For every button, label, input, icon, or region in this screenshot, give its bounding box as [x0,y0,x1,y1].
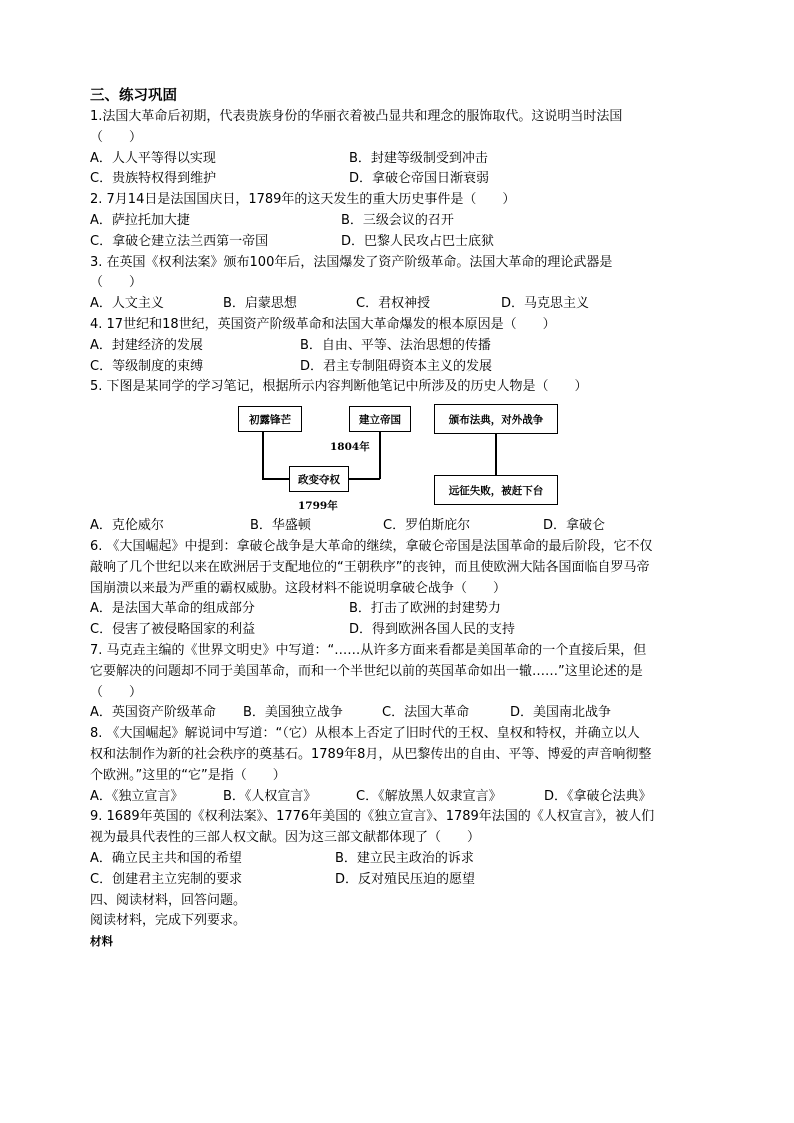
question-8-stem-3: 个欧洲。”这里的“它”是指（ ） [90,767,286,783]
question-4 [90,315,702,377]
question-1-stem: 1.法国大革命后初期，代表贵族身份的华丽衣着被凸显共和理念的服饰取代。这说明当时法国 [90,109,623,124]
question-6-stem: 6. 《大国崛起》中提到：拿破仑战争是大革命的继续，拿破仑帝国是法国革命的最后阶段，它不仅 [90,538,653,554]
question-3 [90,253,702,315]
diagram-box-empire: 建立帝国 [349,406,411,432]
section3-title: 三、练习巩固 [90,88,177,104]
option-d[interactable]: D．巴黎人民攻占巴士底狱 [341,233,495,249]
diagram-box-exile: 远征失败，被赶下台 [434,475,558,505]
question-9-stem: 9. 1689年英国的《权利法案》、1776年美国的《独立宣言》、1789年法国的《人权宣言》，被人们 [90,809,655,825]
question-5-stem: 5. 下图是某同学的学习笔记，根据所示内容判断他笔记中所涉及的历史人物是（ ） [90,379,588,395]
question-2 [90,190,702,252]
option-d[interactable]: D．拿破仑帝国日渐衰弱 [349,171,490,187]
option-a[interactable]: A．英国资产阶级革命 [90,705,216,721]
option-b[interactable]: B．华盛顿 [250,518,311,534]
question-7-stem: 7. 马克垚主编的《世界文明史》中写道：“……从许多方面来看都是美国革命的一个直接后果，但 [90,642,647,658]
option-b[interactable]: B．美国独立战争 [243,705,343,721]
question-9-stem-2: 视为最具代表性的三部人权文献。因为这三部文献都体现了（ ） [90,830,481,846]
question-4-stem: 4. 17世纪和18世纪，英国资产阶级革命和法国大革命爆发的根本原因是（ ） [90,316,556,332]
question-1 [90,107,702,190]
question-8-stem-2: 权和法制作为新的社会秩序的奠基石。1789年8月，从巴黎传出的自由、平等、博爱的声音响彻整 [90,746,652,762]
question-2-stem: 2. 7月14日是法国国庆日，1789年的这天发生的重大历史事件是（ ） [90,192,516,208]
question-3-stem: 3. 在英国《权利法案》颁布100年后，法国爆发了资产阶级革命。法国大革命的理论武器是 [90,254,613,270]
diagram-box-coup: 政变夺权 [289,466,349,492]
diagram-box-debut: 初露锋芒 [238,406,302,432]
option-d[interactable]: D．《拿破仑法典》 [544,788,652,804]
option-d[interactable]: D．美国南北战争 [510,705,612,721]
question-7-blank: （ ） [90,684,143,700]
question-8-stem: 8. 《大国崛起》解说词中写道：“（它）从根本上否定了旧时代的王权、皇权和特权，并确立以人 [90,726,640,742]
question-8 [90,724,702,807]
study-notes-diagram [90,398,702,516]
worksheet [90,86,702,950]
option-b[interactable]: B．《人权宣言》 [223,788,317,804]
question-6-stem-2: 敲响了几个世纪以来在欧洲居于支配地位的“王朝秩序”的丧钟，而且使欧洲大陆各国面临自罗马帝 [90,559,650,575]
option-d[interactable]: D．马克思主义 [501,296,590,312]
connector-line [349,478,380,480]
option-c[interactable]: C．罗伯斯庇尔 [383,518,471,534]
option-b[interactable]: B．启蒙思想 [223,296,297,312]
option-b[interactable]: B．封建等级制受到冲击 [349,150,488,166]
option-c[interactable]: C．贵族特权得到维护 [90,171,217,187]
question-6-stem-3: 国崩溃以来最为严重的霸权威胁。这段材料不能说明拿破仑战争（ ） [90,580,507,596]
option-c[interactable]: C．法国大革命 [382,705,470,721]
section4-instruction: 阅读材料，完成下列要求。 [90,913,247,929]
option-a[interactable]: A．克伦威尔 [90,518,164,534]
question-7 [90,641,702,724]
option-c[interactable]: C．侵害了被侵略国家的利益 [90,622,256,638]
option-c[interactable]: C．《解放黑人奴隶宣言》 [356,788,502,804]
option-a[interactable]: A．《独立宣言》 [90,788,184,804]
option-a[interactable]: A．是法国大革命的组成部分 [90,601,255,617]
year-label-1804: 1804年 [330,441,370,454]
option-b[interactable]: B．建立民主政治的诉求 [335,850,474,866]
connector-line [495,434,497,475]
option-c[interactable]: C．等级制度的束缚 [90,358,204,374]
option-b[interactable]: B．三级会议的召开 [341,212,454,228]
question-3-blank: （ ） [90,275,143,291]
question-7-stem-2: 它要解决的问题却不同于美国革命，而和一个半世纪以前的英国革命如出一辙……”这里论述的是 [90,663,643,679]
question-9 [90,807,702,890]
option-a[interactable]: A．萨拉托加大捷 [90,212,190,228]
option-b[interactable]: B．打击了欧洲的封建势力 [349,601,501,617]
connector-line [379,432,381,479]
option-a[interactable]: A．确立民主共和国的希望 [90,850,242,866]
question-6 [90,537,702,641]
option-c[interactable]: C．拿破仑建立法兰西第一帝国 [90,233,269,249]
connector-line [262,478,290,480]
option-b[interactable]: B．自由、平等、法治思想的传播 [300,337,491,353]
option-c[interactable]: C．君权神授 [356,296,431,312]
option-a[interactable]: A．人人平等得以实现 [90,150,216,166]
option-d[interactable]: D．拿破仑 [543,518,606,534]
year-label-1799: 1799年 [298,500,338,513]
question-1-blank: （ ） [90,129,143,145]
option-d[interactable]: D．反对殖民压迫的愿望 [335,871,476,887]
option-d[interactable]: D．君主专制阻碍资本主义的发展 [300,358,493,374]
option-a[interactable]: A．封建经济的发展 [90,337,203,353]
option-a[interactable]: A．人文主义 [90,296,164,312]
material-label: 材料 [90,934,113,949]
option-d[interactable]: D．得到欧洲各国人民的支持 [349,622,516,638]
question-5 [90,377,702,537]
connector-line [262,432,264,479]
diagram-box-code: 颁布法典，对外战争 [434,404,558,434]
section4-title: 四、阅读材料，回答问题。 [90,892,247,908]
option-c[interactable]: C．创建君主立宪制的要求 [90,871,243,887]
